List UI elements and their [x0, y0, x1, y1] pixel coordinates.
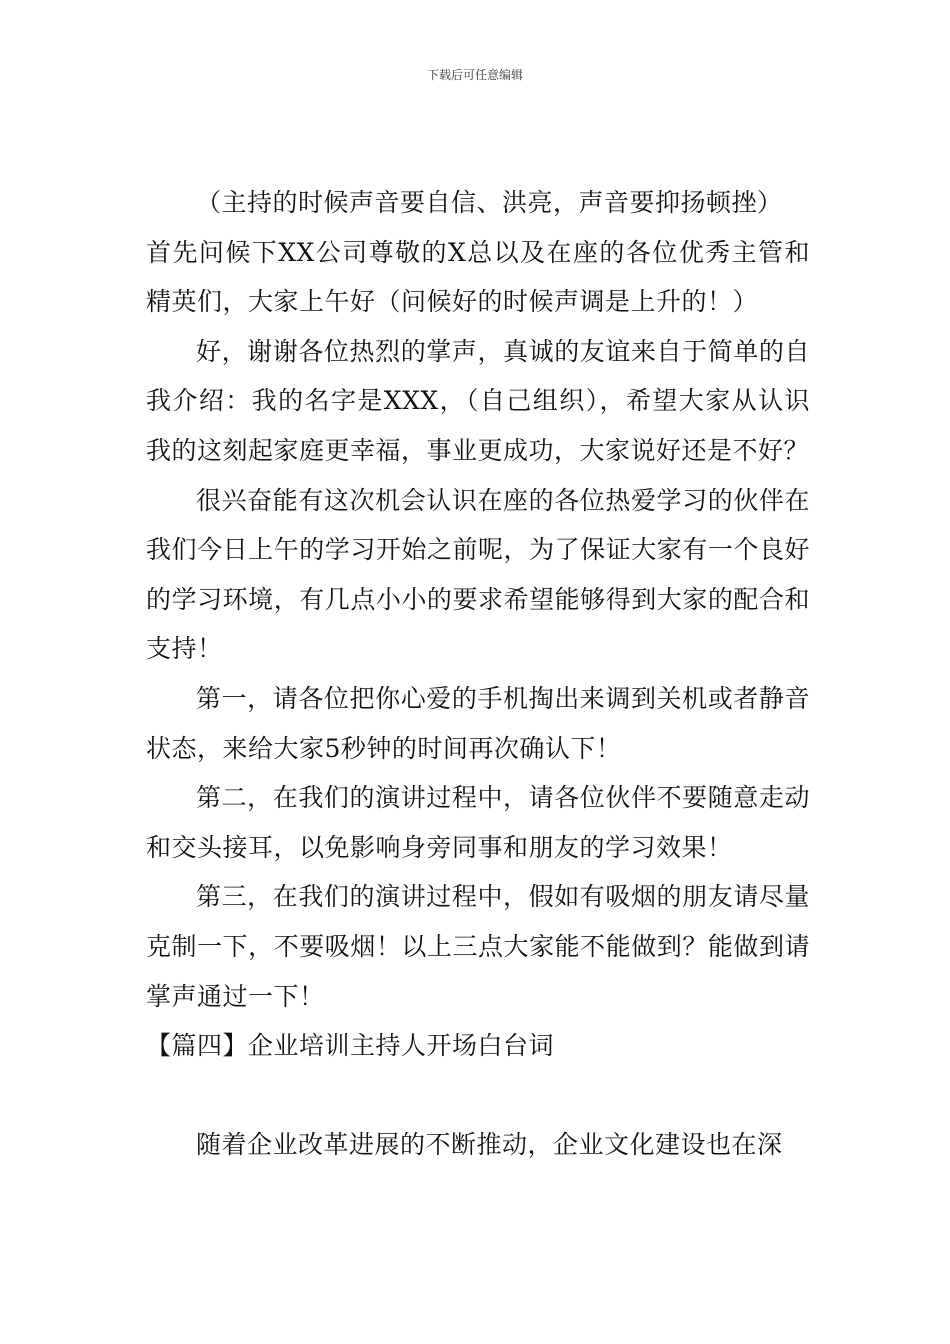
paragraph-rule-three: 第三，在我们的演讲过程中，假如有吸烟的朋友请尽量克制一下，不要吸烟！以上三点大家能不能做到？能做到请掌声通过一下！: [146, 882, 810, 1011]
paragraph-greeting: 首先问候下XX公司尊敬的X总以及在座的各位优秀主管和精英们，大家上午好（问候好的时候声调是上升的！）: [146, 237, 810, 317]
paragraph-section-four-start: 随着企业改革进展的不断推动，企业文化建设也在深: [196, 1129, 783, 1159]
section-spacer: [146, 1071, 810, 1120]
header-note: 下载后可任意编辑: [426, 68, 523, 82]
paragraph-hosting-tip: （主持的时候声音要自信、洪亮，声音要抑扬顿挫）: [196, 188, 783, 217]
document-body: [146, 178, 810, 1169]
paragraph-rule-one: 第一，请各位把你心爱的手机掏出来调到关机或者静音状态，来给大家5秒钟的时间再次确认下！: [146, 683, 810, 763]
paragraph-self-intro: 好，谢谢各位热烈的掌声，真诚的友谊来自于简单的自我介绍：我的名字是XXX，（自己组织），希望大家从认识我的这刻起家庭更幸福，事业更成功，大家说好还是不好？: [146, 336, 810, 465]
paragraph-requirements-intro: 很兴奋能有这次机会认识在座的各位热爱学习的伙伴在我们今日上午的学习开始之前呢，为了保证大家有一个良好的学习环境，有几点小小的要求希望能够得到大家的配合和支持！: [146, 485, 810, 664]
paragraph-rule-two: 第二，在我们的演讲过程中，请各位伙伴不要随意走动和交头接耳，以免影响身旁同事和朋友的学习效果！: [146, 783, 810, 862]
section-heading: 【篇四】企业培训主持人开场白台词: [146, 1031, 555, 1061]
